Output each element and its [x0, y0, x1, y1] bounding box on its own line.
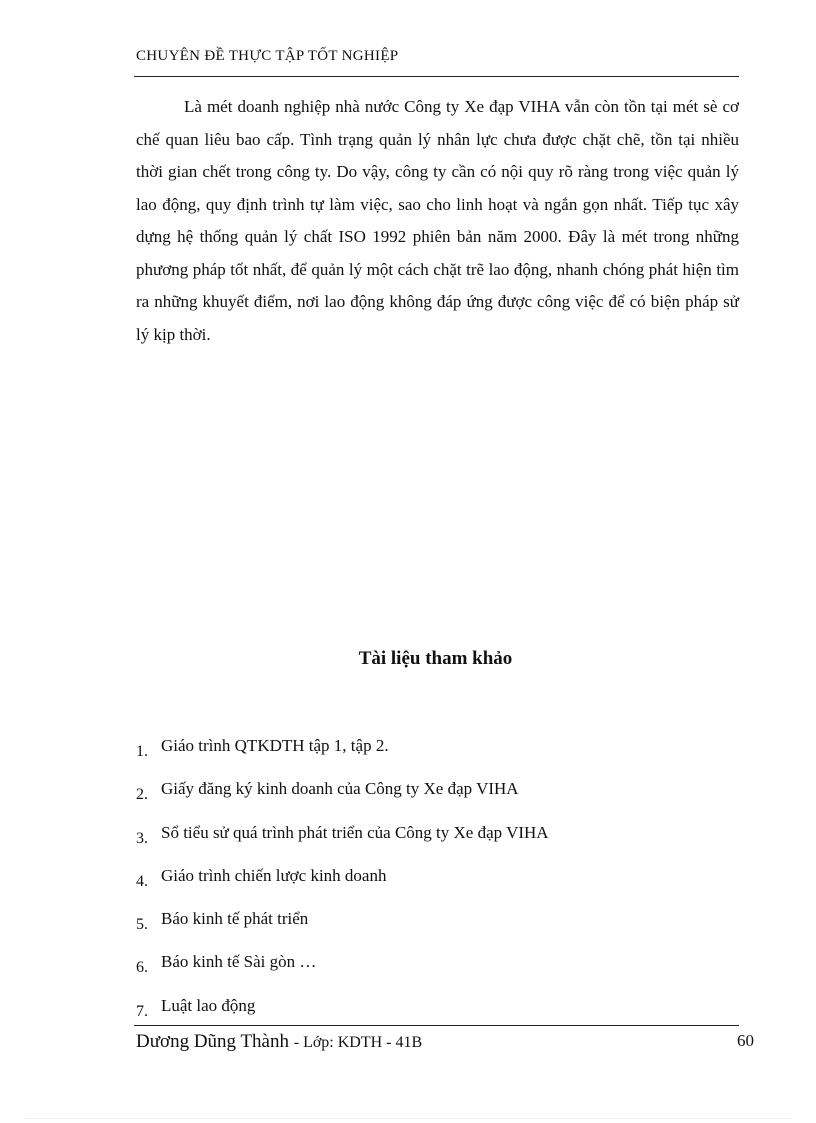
body-paragraph	[136, 91, 739, 351]
reference-item	[136, 823, 736, 866]
references-title: Tài liệu tham khảo	[358, 648, 513, 669]
page-number: 60	[737, 1031, 754, 1050]
header-divider	[134, 76, 739, 77]
reference-item	[136, 866, 736, 909]
reference-text: Giáo trình QTKDTH tập 1, tập 2.	[161, 736, 389, 755]
reference-item	[136, 909, 736, 952]
reference-number: 7.	[136, 1002, 148, 1020]
reference-text: Luật lao động	[161, 995, 256, 1015]
reference-text: Giáo trình chiến lược kinh doanh	[161, 865, 387, 885]
reference-number: 6.	[136, 959, 148, 977]
reference-text: Báo kinh tế Sài gòn …	[161, 952, 317, 972]
reference-text: Giấy đăng ký kinh doanh của Công ty Xe đạp VIHA	[161, 779, 519, 799]
footer-divider	[134, 1025, 739, 1026]
reference-number: 2.	[136, 786, 148, 804]
reference-list	[136, 736, 736, 1039]
body-paragraph-text: Là mét doanh nghiệp nhà nước Công ty Xe đạp VIHA vẫn còn tồn tại mét sè cơ chế quan liêu bao cấp. Tình trạng quản lý nhân lực chưa được chặt chẽ, tồn tại nhiều thời gian chết trong công ty. Do vậy, công ty cần có nội quy rõ ràng trong việc quản lý lao động, quy định trình tự làm việc, sao cho linh hoạt và ngắn gọn nhất. Tiếp tục xây dựng hệ thống quản lý chất ISO 1992 phiên bản năm 2000. Đây là mét trong những phương pháp tốt nhất, để quản lý một cách chặt trẽ lao động, nhanh chóng phát hiện tìm ra những khuyết điểm, nơi lao động không đáp ứng được công việc để có biện pháp sử lý kịp thời.	[136, 97, 739, 344]
page-header: CHUYÊN ĐỀ THỰC TẬP TỐT NGHIỆP	[136, 48, 399, 64]
footer-author: Dương Dũng Thành	[136, 1031, 289, 1052]
reference-number: 1.	[136, 743, 148, 760]
reference-number: 4.	[136, 872, 148, 890]
footer-class: - Lớp: KDTH - 41B	[293, 1034, 423, 1051]
reference-item	[136, 952, 736, 995]
reference-item	[136, 736, 736, 779]
reference-text: Báo kinh tế phát triển	[161, 909, 309, 929]
reference-item	[136, 779, 736, 822]
reference-text: Sổ tiểu sử quá trình phát triển của Công ty Xe đạp VIHA	[161, 822, 549, 842]
footer	[136, 1031, 422, 1053]
reference-number: 5.	[136, 916, 148, 934]
page-bottom-edge	[24, 1118, 792, 1119]
reference-number: 3.	[136, 829, 148, 847]
